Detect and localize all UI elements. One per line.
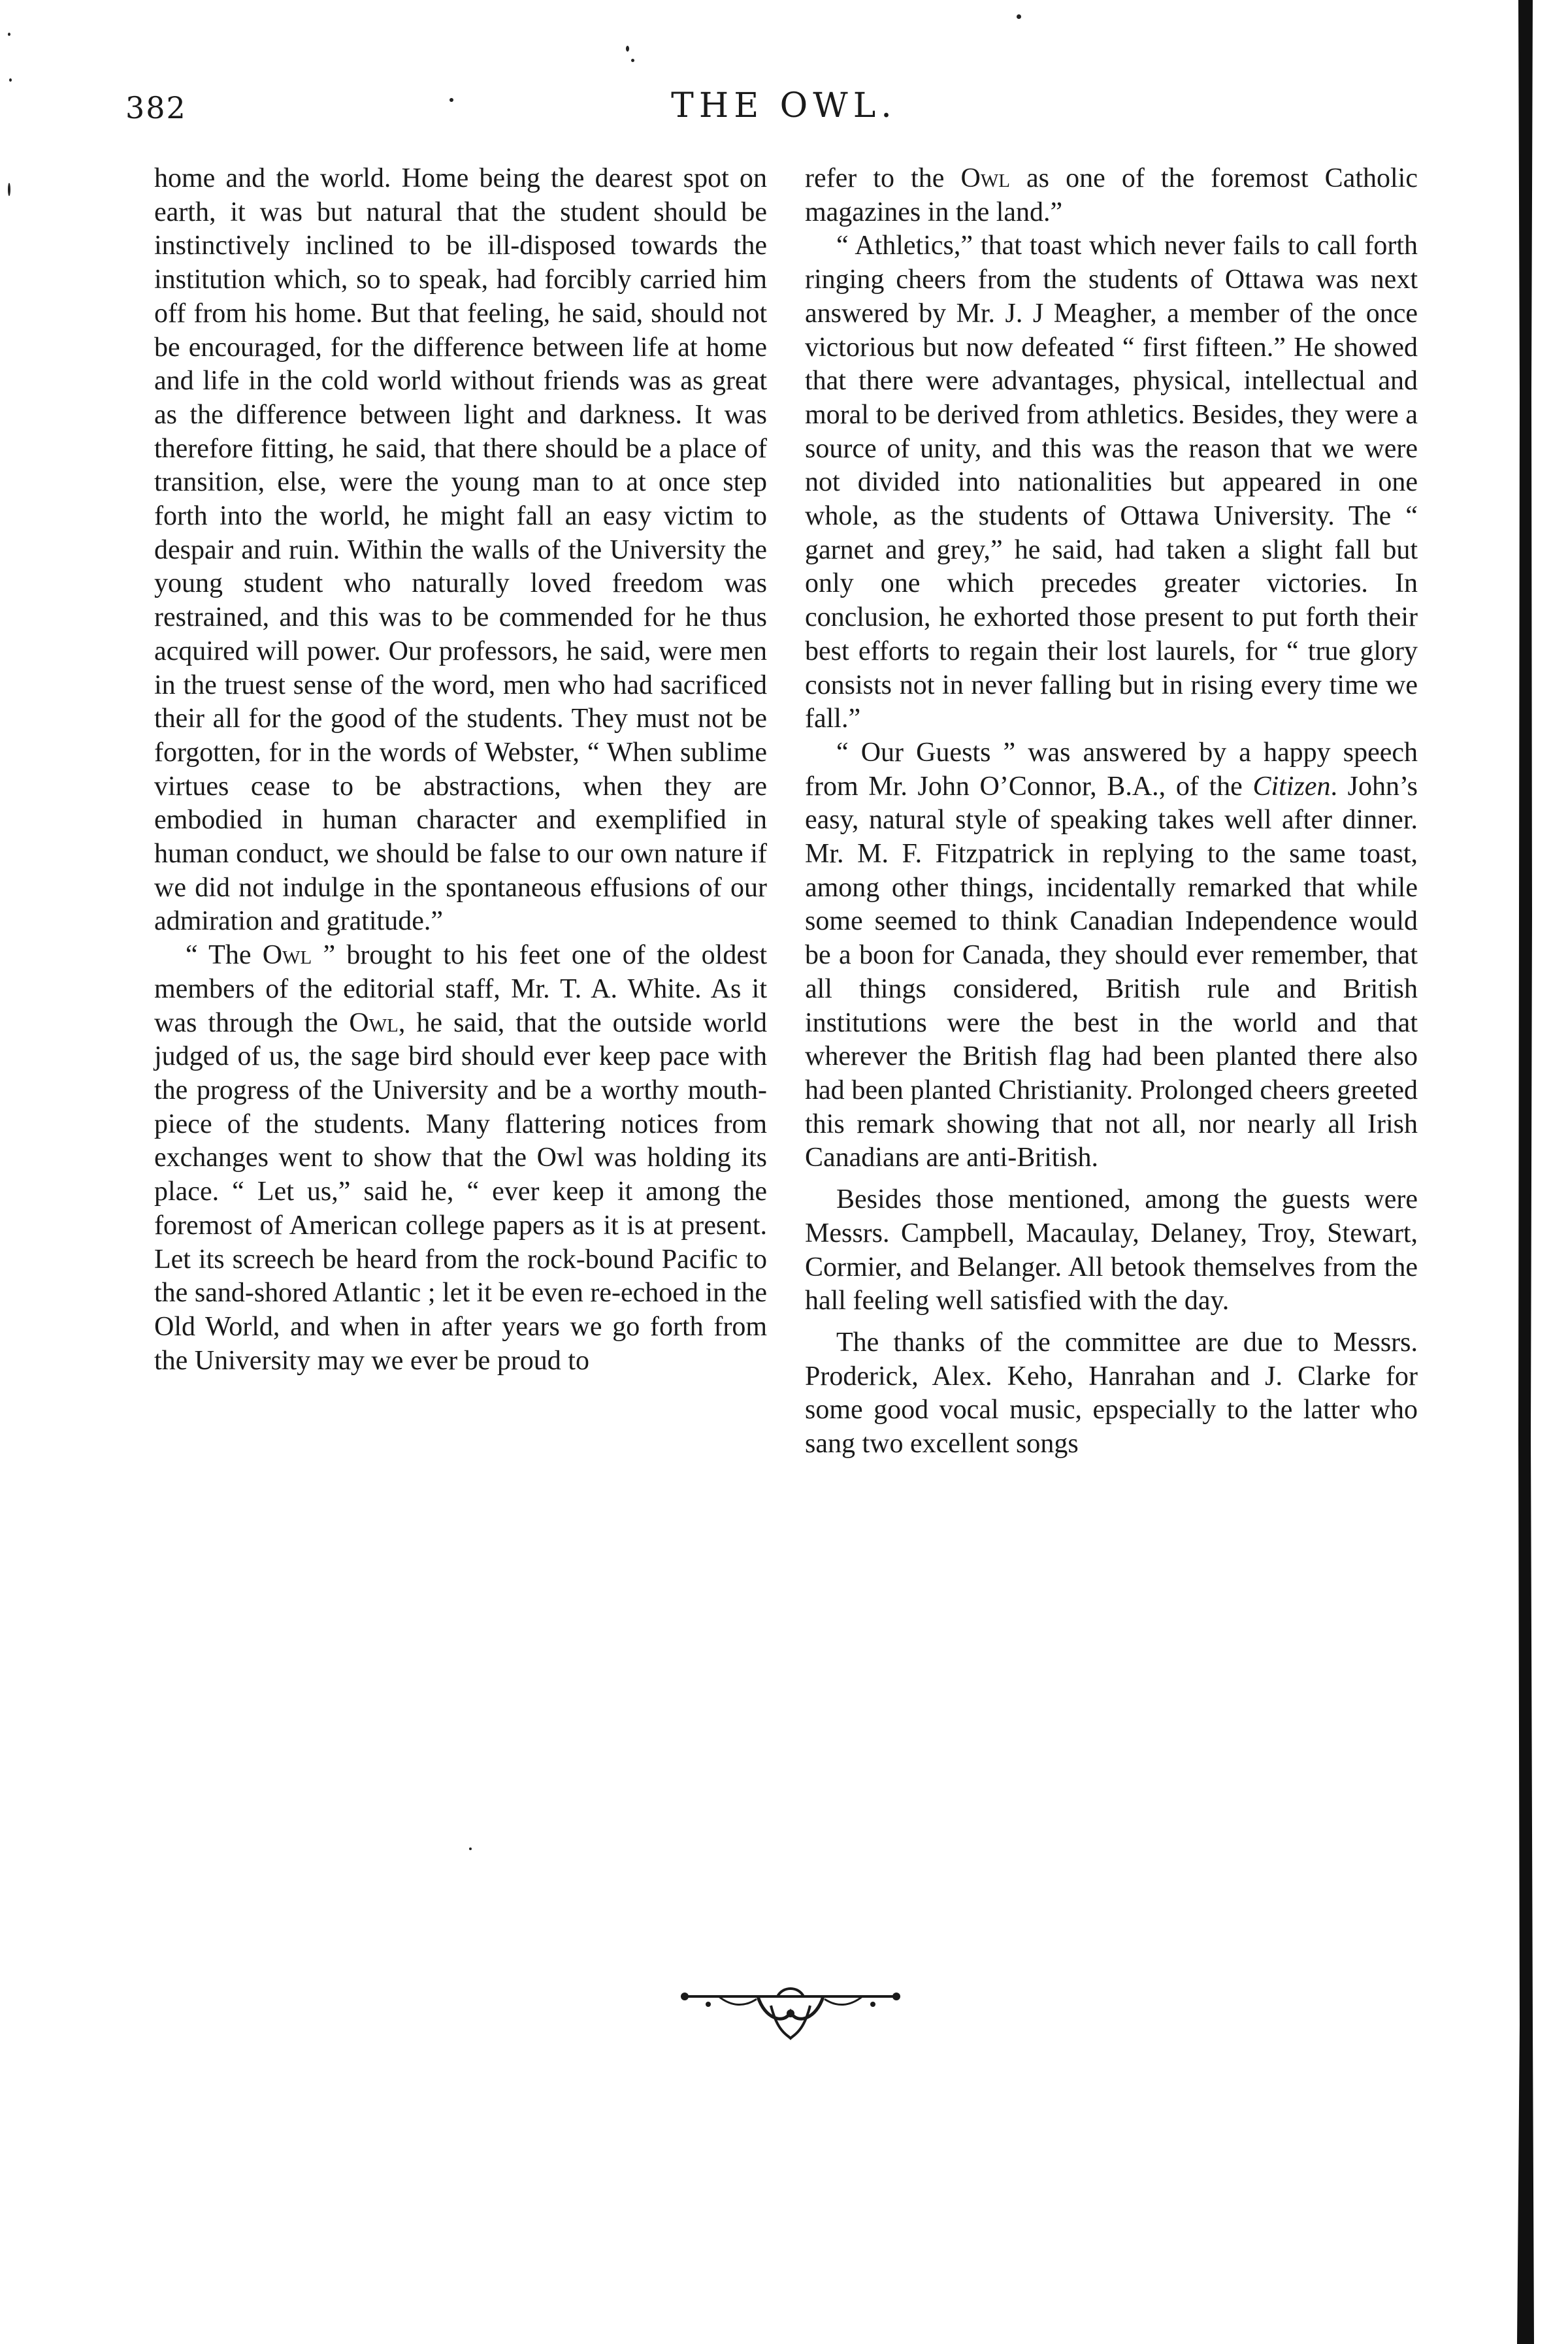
page-number: 382 <box>125 90 187 125</box>
text-segment: ” brought to his feet one of the oldest members of the editorial staff, Mr. T. A. White. As it was through the <box>154 940 767 1038</box>
print-speck <box>9 78 12 82</box>
text-segment: “ Our Guests ” was answered by a happy speech from Mr. John O’Connor, B.A., of the <box>805 737 1418 802</box>
print-speck <box>626 46 629 52</box>
print-speck <box>631 59 634 62</box>
owl-name: Owl <box>262 940 312 971</box>
left-column <box>154 162 767 1378</box>
paragraph-athletics-toast: “ Athletics,” that toast which never fails to call forth ringing cheers from the students of Ottawa was next answered by Mr. J. J Meagher, a member of the once victorious but now defeated “ first fifteen.” He showed that there were advantages, physical, intellectual and moral to be derived from athletics. Besides, they were a source of unity, and this was the reason that we were not divided into nationalities but appeared in one whole, as the students of Ottawa University. The “ garnet and grey,” he said, had taken a slight fall but only one which precedes greater victories. In conclusion, he exhorted those present to put forth their best efforts to regain their lost laurels, for “ true glory consists not in never falling but in rising every time we fall.” <box>805 231 1418 734</box>
right-column <box>805 162 1418 1461</box>
owl-name: Owl <box>960 163 1010 193</box>
running-title: THE OWL. <box>671 86 897 125</box>
page-edge-rule <box>1514 0 1537 2344</box>
citizen-title: Citizen <box>1252 771 1331 802</box>
paragraph-owl-continued <box>805 162 1418 229</box>
paragraph-homecoming: home and the world. Home being the dearest spot on earth, it was but natural that the student should be instinctively inclined to be ill-disposed towards the institution which, so to speak, had forcibly carried him off from his home. But that feeling, he said, should not be encouraged, for the difference between life at home and life in the cold world without friends was as great as the difference between light and darkness. It was therefore fitting, he said, that there should be a place of transition, else, were the young man to at once step forth into the world, he might fall an easy victim to despair and ruin. Within the walls of the University the young student who naturally loved freedom was restrained, and this was to be commended for he thus acquired will power. Our professors, he said, were men in the truest sense of the word, men who had sacrificed their all for the good of the students. They must not be forgotten, for in the words of Webster, “ When sublime virtues cease to be abstractions, when they are embodied in human character and exemplified in human conduct, we should be false to our own nature if we did not indulge in the spontaneous effusions of our admiration and gratitude.” <box>154 163 767 937</box>
text-segment: as one of the foremost Catholic magazines in the land.” <box>805 163 1418 227</box>
text-segment: “ The <box>186 940 263 971</box>
paragraph-guests-toast <box>805 736 1418 1175</box>
text-segment: . John’s easy, natural style of speaking takes well after dinner. Mr. M. F. Fitzpatrick in replying to the same toast, among other things, incidentally remarked that while some seemed to think Canadian Independence would be a boon for Canada, they should ever remember, that all things considered, British rule and British institutions were the best in the world and that wherever the British flag had been planted there also had been planted Christianity. Prolonged cheers greeted this remark showing that not all, nor nearly all Irish Canadians are anti-British. <box>805 771 1418 1173</box>
owl-name: Owl <box>349 1007 399 1038</box>
text-segment: refer to the <box>805 163 961 193</box>
text-segment: , he said, that the outside world judged of us, the sage bird should ever keep pace with the progress of the University and be a worthy mouth-piece of the students. Many flattering notices from exchanges went to show that the Owl was holding its place. “ Let us,” said he, “ ever keep it among the foremost of American college papers as it is at present. Let its screech be heard from the rock-bound Pacific to the sand-shored Atlantic ; let it be even re-echoed in the Old World, and when in after years we go forth from the University may we ever be proud to <box>154 1007 767 1376</box>
paragraph-owl-toast <box>154 939 767 1378</box>
print-speck <box>8 33 10 36</box>
paragraph-guest-list: Besides those mentioned, among the guests were Messrs. Campbell, Macaulay, Delaney, Troy, Stewart, Cormier, and Belanger. All betook themselves from the hall feeling well satisfied with the day. <box>805 1184 1418 1316</box>
tailpiece-scroll-ornament-icon <box>679 1973 902 2045</box>
paragraph-thanks: The thanks of the committee are due to Messrs. Proderick, Alex. Keho, Hanrahan and J. Clarke for some good vocal music, epspecially to the latter who sang two excellent songs <box>805 1327 1418 1459</box>
print-speck <box>1017 14 1021 19</box>
print-speck <box>8 183 10 196</box>
print-speck <box>469 1848 472 1850</box>
